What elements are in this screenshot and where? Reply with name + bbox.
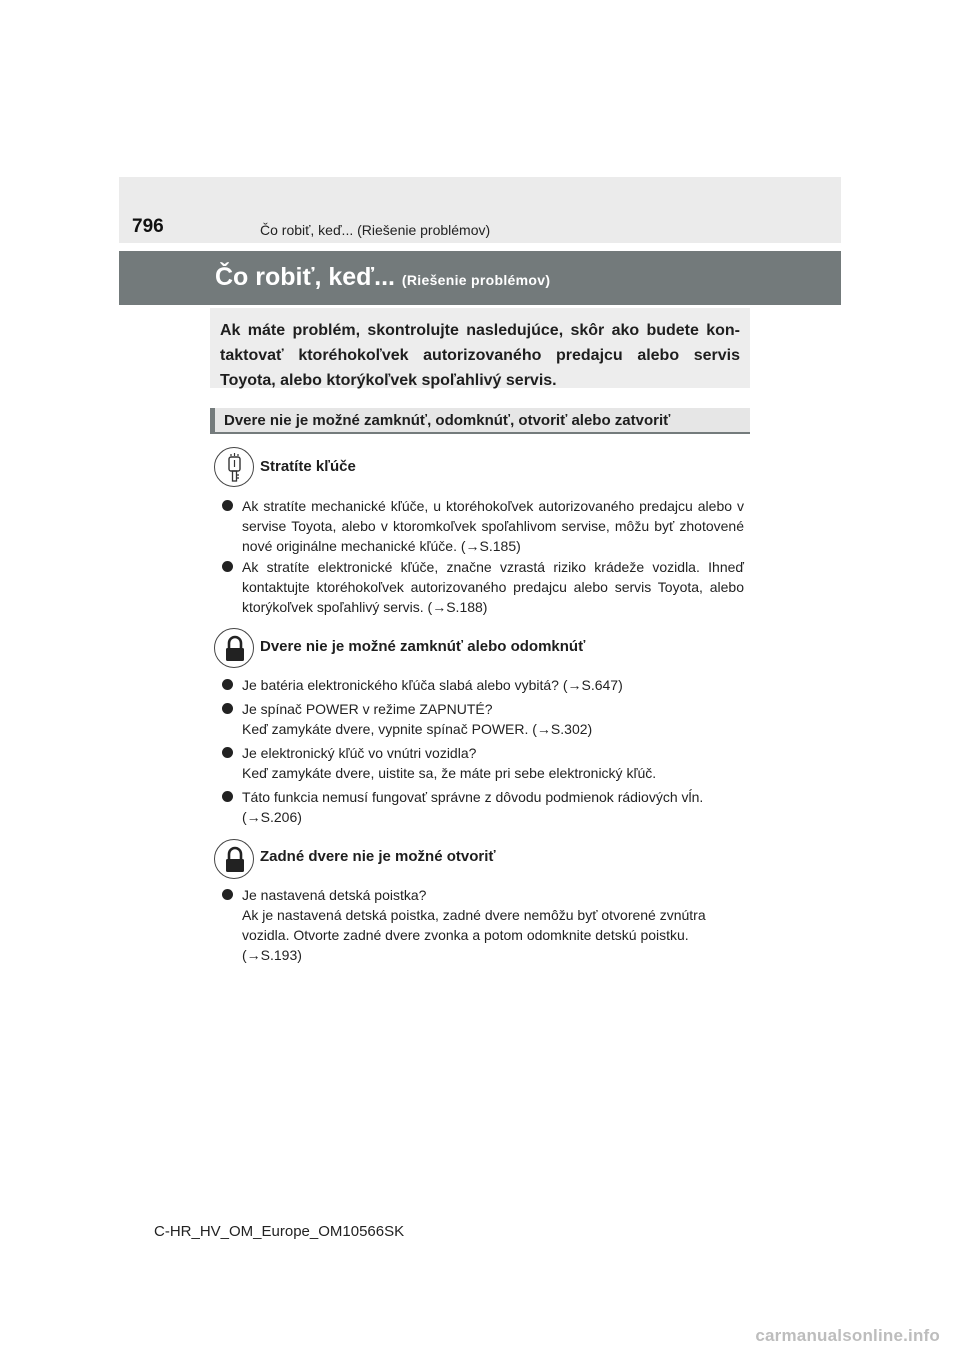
running-title: Čo robiť, keď... (Riešenie problémov) [260,222,491,238]
intro-box: Ak máte problém, skontrolujte nasledujúce, skôr ako budete kon-taktovať ktoréhokoľvek autorizovaného predajcu alebo servis Toyota, alebo ktorýkoľvek spoľahlivý servis. [210,308,750,388]
list-item: Je spínač POWER v režime ZAPNUTÉ? Keď zamykáte dvere, vypnite spínač POWER. (→S.302) [222,699,744,739]
subheading-lost-keys: Stratíte kľúče [260,458,356,475]
key-icon [214,447,254,487]
bullet-icon [222,703,233,714]
lock-icon [214,628,254,668]
list-item: Táto funkcia nemusí fungovať správne z dôvodu podmienok rádiových vĺn. (→S.206) [222,787,744,827]
document-code: C-HR_HV_OM_Europe_OM10566SK [154,1223,405,1240]
page-number: 796 [132,216,164,237]
subheading-lock-unlock: Dvere nie je možné zamknúť alebo odomknúť [260,638,586,655]
bullet-icon [222,679,233,690]
lock-icon [214,839,254,879]
subheading-rear-door: Zadné dvere nie je možné otvoriť [260,848,496,865]
page-title-main: Čo robiť, keď... [215,263,395,291]
bullet-icon [222,561,233,572]
list-item: Ak stratíte elektronické kľúče, značne vzrastá riziko krádeže vozidla. Ihneď kontaktujte ktoréhokoľvek autorizovaného predajcu alebo servis Toyota, alebo ktorýkoľvek spoľahlivý servis. (→S.188) [222,557,744,617]
bullet-icon [222,500,233,511]
watermark: carmanualsonline.info [755,1326,940,1345]
bullet-icon [222,791,233,802]
list-item: Je nastavená detská poistka? Ak je nastavená detská poistka, zadné dvere nemôžu byť otvorené zvnútra vozidla. Otvorte zadné dvere zvonka a potom odomknite detskú poistku. (→S.193) [222,885,744,965]
list-item: Je elektronický kľúč vo vnútri vozidla? Keď zamykáte dvere, uistite sa, že máte pri sebe elektronický kľúč. [222,743,744,783]
section-heading: Dvere nie je možné zamknúť, odomknúť, otvoriť alebo zatvoriť [210,408,750,434]
page-title-sub: (Riešenie problémov) [401,272,551,288]
bullet-icon [222,747,233,758]
list-item: Ak stratíte mechanické kľúče, u ktoréhokoľvek autorizovaného predajcu alebo v servise Toyota, alebo v ktoromkoľvek spoľahlivom servise, môžu byť zhotovené nové originálne mechanické kľúče. (→S.185) [222,496,744,556]
bullet-icon [222,889,233,900]
title-bar [119,251,841,305]
list-item: Je batéria elektronického kľúča slabá alebo vybitá? (→S.647) [222,675,744,695]
page-title [215,263,550,292]
